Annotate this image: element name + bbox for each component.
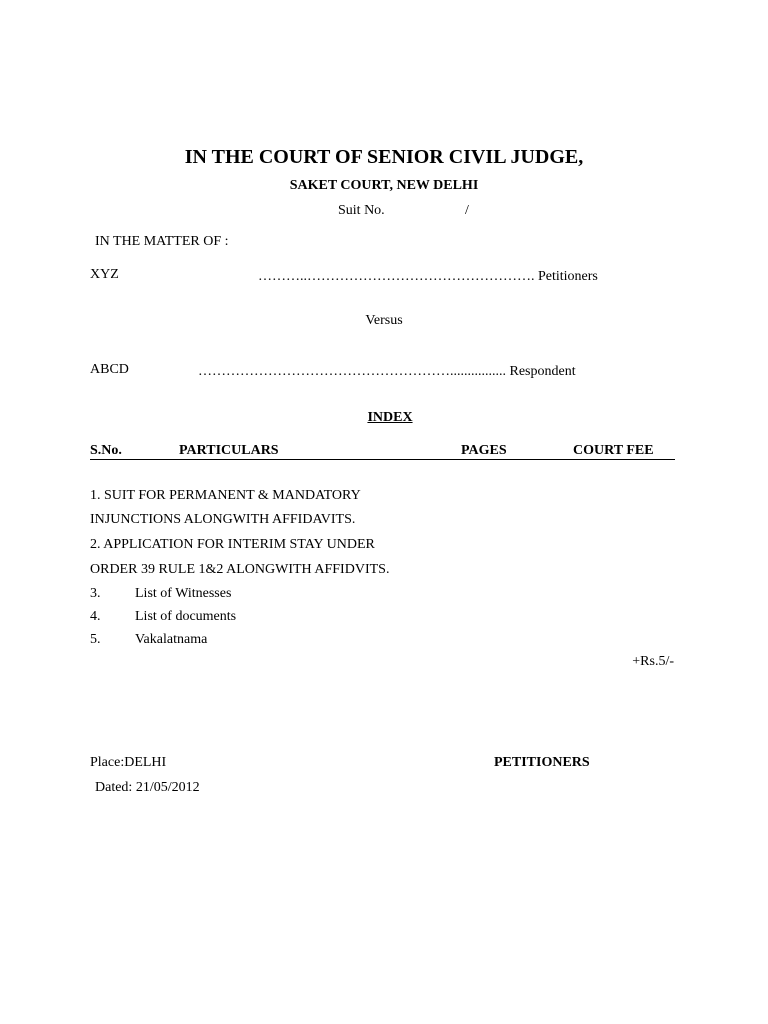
court-fee-amount: +Rs.5/- [632,654,674,669]
court-location: SAKET COURT, NEW DELHI [289,178,479,193]
petitioner-line [258,267,598,285]
index-item-3-text: List of Witnesses [135,586,232,601]
column-header-particulars: PARTICULARS [179,443,279,458]
index-item-4-number: 4. [90,609,101,624]
index-item-4-text: List of documents [135,609,237,624]
petitioner-name: XYZ [90,267,119,282]
index-item-2-line1: 2. APPLICATION FOR INTERIM STAY UNDER [90,537,375,552]
place-label: Place:DELHI [90,755,167,770]
index-item-5-number: 5. [90,632,101,647]
petitioner-dots: ………..…………………………………………. [258,269,538,284]
header-underline [90,459,675,460]
index-item-2-line2: ORDER 39 RULE 1&2 ALONGWITH AFFIDVITS. [90,562,390,577]
versus-label: Versus [365,313,403,328]
index-item-1-line1: 1. SUIT FOR PERMANENT & MANDATORY [90,488,361,503]
matter-label: IN THE MATTER OF : [95,234,229,249]
column-header-pages: PAGES [461,443,507,458]
respondent-role: Respondent [509,364,576,379]
dated-label: Dated: 21/05/2012 [95,780,200,795]
column-header-sno: S.No. [90,443,122,458]
signer-label: PETITIONERS [494,755,590,770]
suit-number-separator: / [465,203,469,218]
suit-number-label: Suit No. [338,203,385,218]
respondent-line [198,362,576,380]
index-item-1-line2: INJUNCTIONS ALONGWITH AFFIDAVITS. [90,512,356,527]
petitioner-role: Petitioners [538,269,598,284]
court-title: IN THE COURT OF SENIOR CIVIL JUDGE, [184,146,584,168]
index-item-3-number: 3. [90,586,101,601]
respondent-dots: ………………………………………………................ [198,364,510,379]
respondent-name: ABCD [90,362,129,377]
column-header-court-fee: COURT FEE [573,443,654,458]
index-title: INDEX [367,410,413,425]
index-item-5-text: Vakalatnama [135,632,208,647]
